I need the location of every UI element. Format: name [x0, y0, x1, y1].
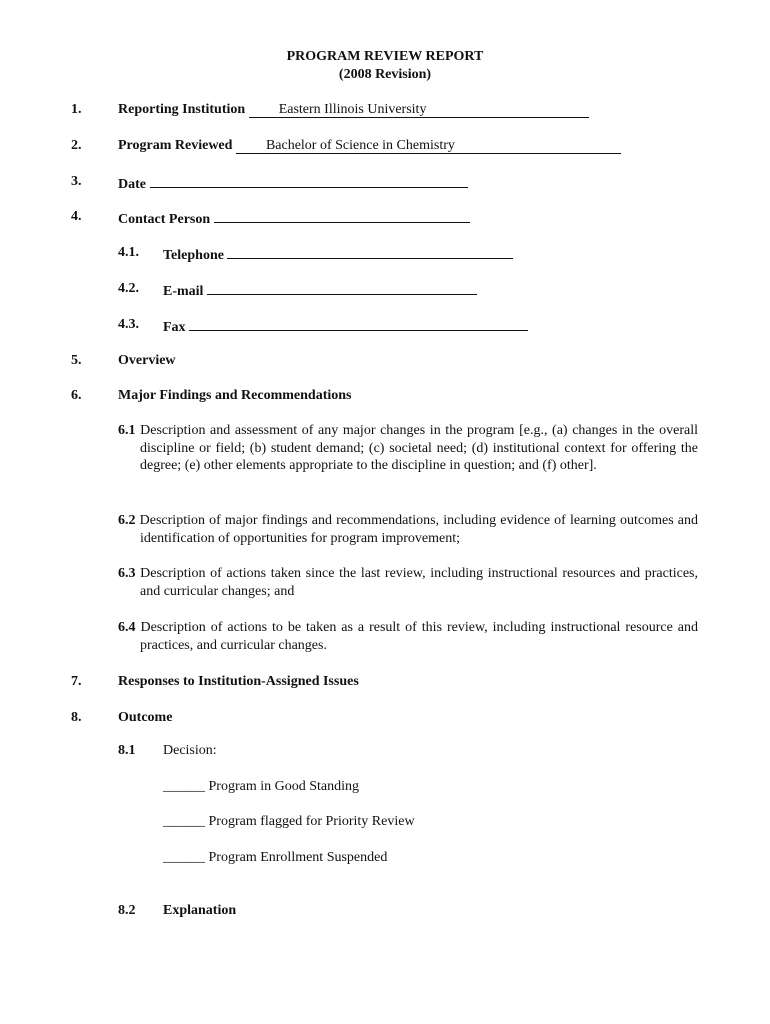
program-reviewed-value: Bachelor of Science in Chemistry: [265, 138, 455, 153]
item-6-number: 6.: [71, 388, 82, 403]
email-row: [163, 280, 477, 300]
contact-person-label: Contact Person: [118, 212, 211, 227]
major-findings-heading: Major Findings and Recommendations: [118, 388, 352, 403]
outcome-heading: Outcome: [118, 710, 173, 725]
decision-label: Decision:: [163, 743, 217, 758]
option-enrollment-suspended-label: Program Enrollment Suspended: [208, 850, 388, 865]
contact-person-field[interactable]: [214, 208, 470, 223]
date-label: Date: [118, 177, 146, 192]
page-subtitle: (2008 Revision): [338, 67, 432, 82]
program-reviewed-field[interactable]: [236, 138, 621, 154]
item-2-number: 2.: [71, 138, 82, 153]
finding-6-2-text: Description of major findings and recommendations, including evidence of learning outcomes and identification of opportunities for program improvement;: [139, 513, 699, 546]
fax-row: [163, 316, 528, 336]
reporting-institution-field[interactable]: [249, 102, 589, 118]
option-good-standing-blank[interactable]: ______: [163, 779, 205, 794]
item-1-number: 1.: [71, 102, 82, 117]
date-field[interactable]: [150, 173, 468, 188]
date-row: [118, 173, 468, 193]
finding-6-4-number: 6.4: [118, 620, 136, 635]
finding-6-3: [118, 565, 698, 600]
page-title: PROGRAM REVIEW REPORT: [286, 49, 484, 64]
contact-person-row: [118, 208, 470, 228]
explanation-number: 8.2: [118, 903, 136, 918]
reporting-institution-label: Reporting Institution: [118, 102, 246, 117]
reporting-institution-row: [118, 101, 589, 118]
item-4-1-number: 4.1.: [118, 245, 139, 260]
finding-6-1-number: 6.1: [118, 423, 136, 438]
item-4-3-number: 4.3.: [118, 317, 139, 332]
telephone-field[interactable]: [227, 244, 513, 259]
option-priority-review[interactable]: [163, 813, 415, 830]
responses-heading: Responses to Institution-Assigned Issues: [118, 674, 359, 689]
finding-6-2: [118, 512, 698, 547]
program-reviewed-label: Program Reviewed: [118, 138, 233, 153]
telephone-row: [163, 244, 513, 264]
finding-6-1: [118, 422, 698, 475]
option-good-standing-label: Program in Good Standing: [208, 779, 359, 794]
item-5-number: 5.: [71, 353, 82, 368]
finding-6-4: [118, 619, 698, 654]
finding-6-4-text: Description of actions to be taken as a result of this review, including instructional resource and practices, and curricular changes.: [140, 620, 698, 653]
item-4-2-number: 4.2.: [118, 281, 139, 296]
option-enrollment-suspended-blank[interactable]: ______: [163, 850, 205, 865]
decision-number: 8.1: [118, 743, 136, 758]
program-reviewed-row: [118, 137, 621, 154]
finding-6-3-number: 6.3: [118, 566, 136, 581]
finding-6-1-text: Description and assessment of any major changes in the program [e.g., (a) changes in the overall discipline or field; (b) student demand; (c) societal need; (d) institutional context for offering the degree; (e) other elements appropriate to the discipline in question; and (f) other].: [140, 423, 699, 473]
option-priority-review-blank[interactable]: ______: [163, 814, 205, 829]
option-priority-review-label: Program flagged for Priority Review: [208, 814, 415, 829]
option-good-standing[interactable]: [163, 778, 359, 795]
finding-6-3-text: Description of actions taken since the last review, including instructional resources and practices, and curricular changes; and: [140, 566, 699, 599]
overview-heading: Overview: [118, 353, 176, 368]
email-label: E-mail: [163, 284, 204, 299]
item-8-number: 8.: [71, 710, 82, 725]
fax-field[interactable]: [189, 316, 528, 331]
reporting-institution-value: Eastern Illinois University: [278, 102, 427, 117]
item-4-number: 4.: [71, 209, 82, 224]
finding-6-2-number: 6.2: [118, 513, 136, 528]
email-field[interactable]: [207, 280, 477, 295]
telephone-label: Telephone: [163, 248, 224, 263]
option-enrollment-suspended[interactable]: [163, 849, 387, 866]
fax-label: Fax: [163, 320, 186, 335]
item-7-number: 7.: [71, 674, 82, 689]
explanation-heading: Explanation: [163, 903, 237, 918]
item-3-number: 3.: [71, 174, 82, 189]
